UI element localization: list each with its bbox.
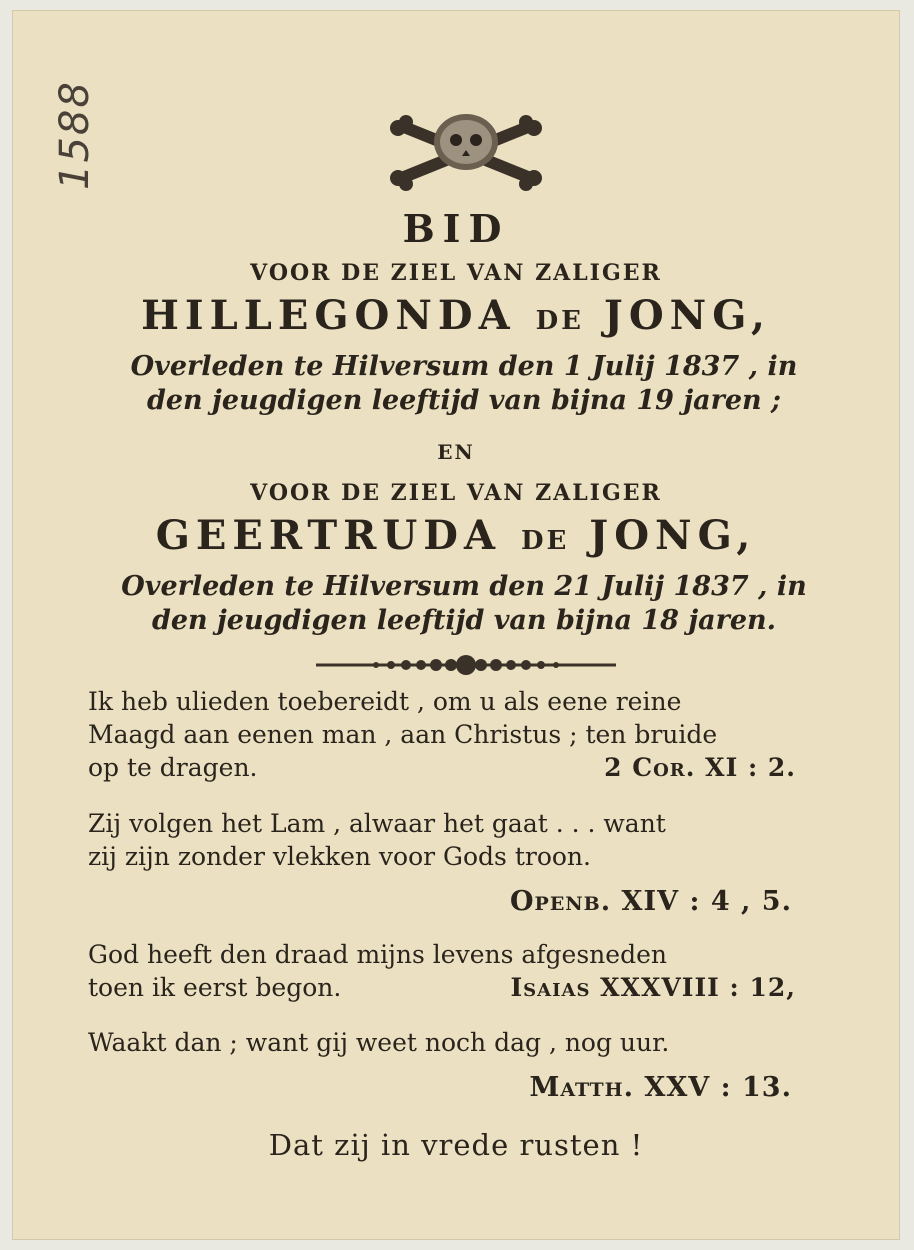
name2-last: JONG, bbox=[589, 512, 757, 559]
catalog-number: 1588 bbox=[52, 80, 98, 190]
name2-prefix: DE bbox=[520, 526, 570, 556]
and-word: EN bbox=[437, 440, 475, 464]
verse3-line1: God heeft den draad mijns levens afgesneden bbox=[88, 940, 667, 969]
verse3-ref: Isaias XXXVIII : 12, bbox=[510, 973, 796, 1002]
death1-line2: den jeugdigen leeftijd van bijna 19 jaren ; bbox=[146, 385, 782, 416]
verse3-line2-row bbox=[88, 971, 828, 1004]
verse2-ref: Openb. XIV : 4 , 5. bbox=[510, 886, 792, 917]
soul2-intro: VOOR DE ZIEL VAN ZALIGER bbox=[250, 480, 662, 506]
verse4 bbox=[88, 1026, 828, 1059]
verse3-line2: toen ik eerst begon. bbox=[88, 973, 342, 1002]
death1-line1: Overleden te Hilversum den 1 Julij 1837 , in bbox=[130, 351, 798, 382]
ornament-divider bbox=[316, 650, 616, 680]
death2-text bbox=[94, 570, 834, 638]
memorial-card bbox=[12, 10, 900, 1240]
name2-first: GEERTRUDA bbox=[155, 512, 502, 559]
name1-last: JONG, bbox=[603, 292, 771, 339]
soul1-intro: VOOR DE ZIEL VAN ZALIGER bbox=[250, 260, 662, 286]
closing-line: Dat zij in vrede rusten ! bbox=[268, 1128, 644, 1162]
verse1-line2: Maagd aan eenen man , aan Christus ; ten bruide bbox=[88, 720, 718, 749]
verse1-ref: 2 Cor. XI : 2. bbox=[604, 753, 796, 782]
verse1-line1: Ik heb ulieden toebereidt , om u als eene reine bbox=[88, 687, 682, 716]
verse2-line1: Zij volgen het Lam , alwaar het gaat . . . want bbox=[88, 809, 666, 838]
name1-first: HILLEGONDA bbox=[141, 292, 516, 339]
death1-text bbox=[94, 350, 834, 418]
verse4-ref: Matth. XXV : 13. bbox=[529, 1072, 792, 1103]
verse1 bbox=[88, 685, 828, 784]
verse2-line2: zij zijn zonder vlekken voor Gods troon. bbox=[88, 842, 591, 871]
name2 bbox=[12, 512, 900, 559]
name1 bbox=[12, 292, 900, 339]
verse1-line3: op te dragen. bbox=[88, 753, 258, 782]
verse3 bbox=[88, 938, 828, 1004]
skull-crossbones-icon bbox=[376, 106, 556, 198]
death2-line1: Overleden te Hilversum den 21 Julij 1837 , in bbox=[121, 571, 807, 602]
death2-line2: den jeugdigen leeftijd van bijna 18 jaren. bbox=[151, 605, 777, 636]
verse4-line1: Waakt dan ; want gij weet noch dag , nog uur. bbox=[88, 1028, 670, 1057]
name1-prefix: DE bbox=[535, 306, 584, 336]
title: BID bbox=[402, 206, 510, 251]
verse2 bbox=[88, 807, 828, 873]
